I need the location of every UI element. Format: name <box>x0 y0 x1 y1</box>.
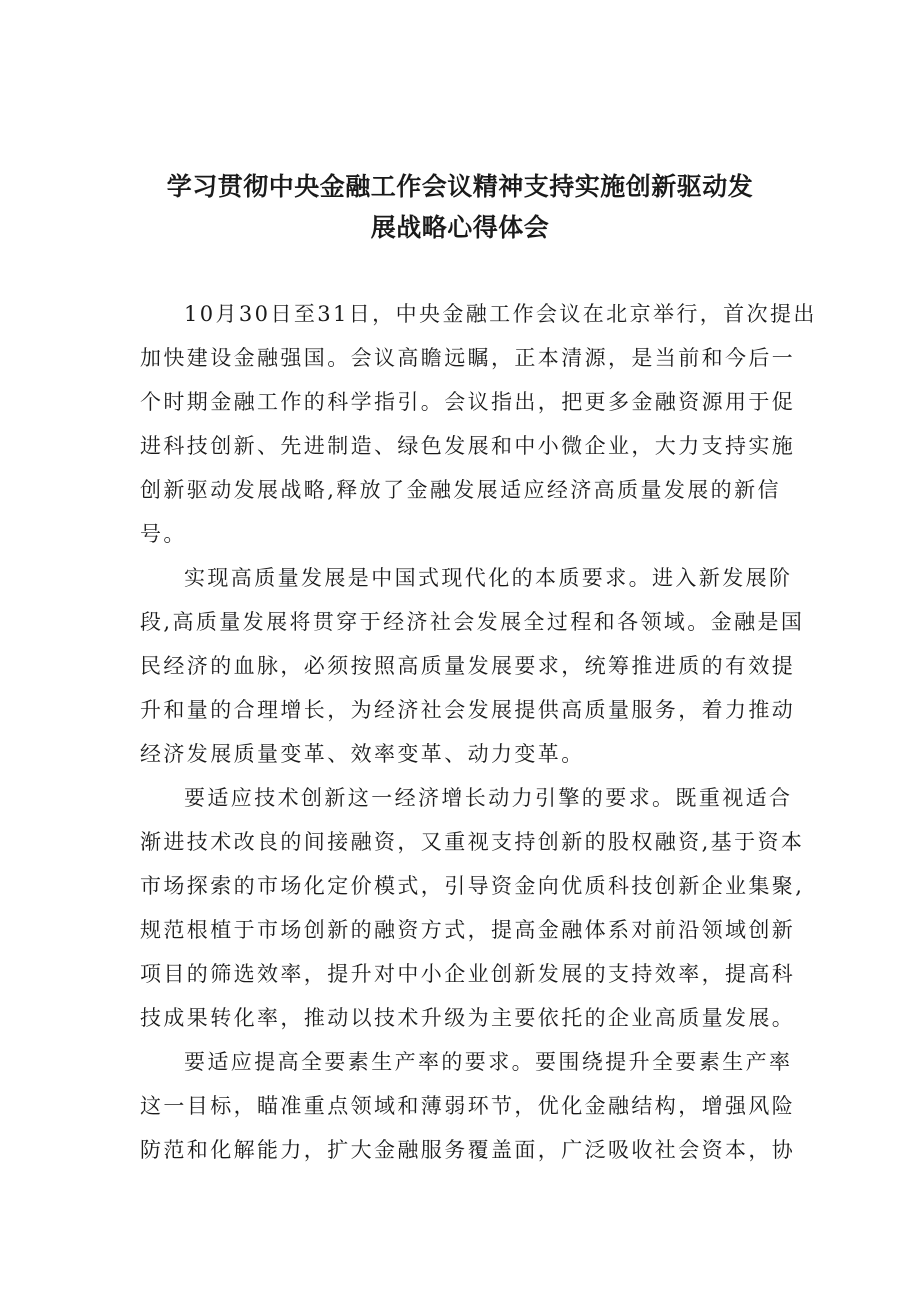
paragraph-line: 要适应提高全要素生产率的要求。要围绕提升全要素生产率 <box>184 1050 793 1074</box>
paragraph-line: 经济发展质量变革、效率变革、动力变革。 <box>140 742 585 766</box>
paragraph-line: 进科技创新、先进制造、绿色发展和中小微企业，大力支持实施 <box>140 434 796 458</box>
paragraph-line: 创新驱动发展战略,释放了金融发展适应经济高质量发展的新信 <box>140 478 781 502</box>
paragraph-line: 要适应技术创新这一经济增长动力引擎的要求。既重视适合 <box>184 786 793 810</box>
paragraph-1 <box>140 292 817 556</box>
paragraph-2 <box>140 556 805 776</box>
paragraph-line: 渐进技术改良的间接融资，又重视支持创新的股权融资,基于资本 <box>140 830 805 854</box>
paragraph-line: 技成果转化率，推动以技术升级为主要依托的企业高质量发展。 <box>140 1006 796 1030</box>
title-line: 展战略心得体会 <box>370 213 550 242</box>
paragraph-line: 个时期金融工作的科学指引。会议指出，把更多金融资源用于促 <box>140 390 796 414</box>
paragraph-line: 防范和化解能力，扩大金融服务覆盖面，广泛吸收社会资本，协 <box>140 1138 796 1162</box>
paragraph-line: 民经济的血脉，必须按照高质量发展要求，统筹推进质的有效提 <box>140 654 796 678</box>
paragraph-line: 这一目标，瞄准重点领域和薄弱环节，优化金融结构，增强风险 <box>140 1094 796 1118</box>
paragraph-4 <box>140 1040 796 1172</box>
document-body <box>140 292 817 1172</box>
paragraph-line: 加快建设金融强国。会议高瞻远瞩，正本清源，是当前和今后一 <box>140 346 796 370</box>
paragraph-line: 规范根植于市场创新的融资方式，提高金融体系对前沿领域创新 <box>140 918 796 942</box>
paragraph-line: 项目的筛选效率，提升对中小企业创新发展的支持效率，提高科 <box>140 962 796 986</box>
paragraph-line: 段,高质量发展将贯穿于经济社会发展全过程和各领域。金融是国 <box>140 610 805 634</box>
paragraph-line: 10月30日至31日，中央金融工作会议在北京举行，首次提出 <box>184 302 817 326</box>
document-title <box>120 166 800 248</box>
paragraph-line: 实现高质量发展是中国式现代化的本质要求。进入新发展阶 <box>184 566 793 590</box>
paragraph-3 <box>140 776 805 1040</box>
paragraph-line: 市场探索的市场化定价模式，引导资金向优质科技创新企业集聚, <box>140 874 805 898</box>
title-line: 学习贯彻中央金融工作会议精神支持实施创新驱动发 <box>166 172 754 201</box>
paragraph-line: 号。 <box>140 522 187 546</box>
paragraph-line: 升和量的合理增长，为经济社会发展提供高质量服务，着力推动 <box>140 698 796 722</box>
